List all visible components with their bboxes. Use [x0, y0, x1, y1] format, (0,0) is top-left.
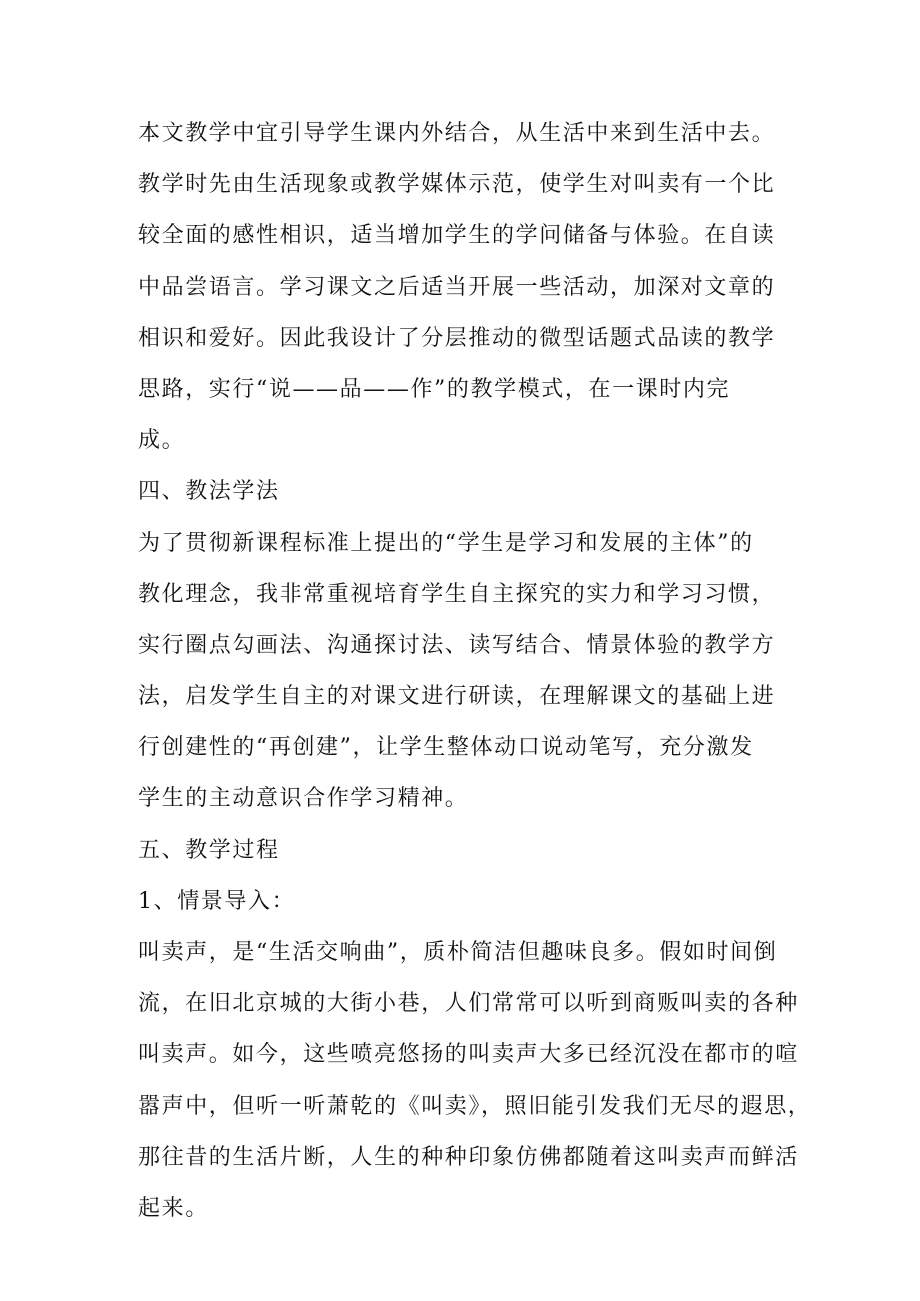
paragraph-line: 较全面的感性相识，适当增加学生的学问储备与体验。在自读 [138, 223, 776, 249]
paragraph-line: 嚣声中，但听一听萧乾的《叫卖》，照旧能引发我们无尽的遐思， [138, 1093, 812, 1119]
paragraph-line: 相识和爱好。因此我设计了分层推动的微型话题式品读的教学 [138, 325, 776, 351]
paragraph-line: 成。 [138, 428, 186, 454]
paragraph-line: 那往昔的生活片断，人生的种种印象仿佛都随着这叫卖声而鲜活 [138, 1144, 799, 1170]
subsection-heading: 1、情景导入： [138, 888, 296, 914]
paragraph-line: 法，启发学生自主的对课文进行研读，在理解课文的基础上进 [138, 684, 776, 710]
paragraph-line: 实行圈点勾画法、沟通探讨法、读写结合、情景体验的教学方 [138, 632, 776, 658]
paragraph-line: 叫卖声。如今，这些喷亮悠扬的叫卖声大多已经沉没在都市的喧 [138, 1042, 799, 1068]
paragraph-line: 本文教学中宜引导学生课内外结合，从生活中来到生活中去。 [138, 121, 776, 146]
paragraph-line: 行创建性的“再创建”，让学生整体动口说动笔写，充分激发 [138, 735, 754, 761]
paragraph-line: 教化理念，我非常重视培育学生自主探究的实力和学习习惯， [138, 581, 776, 607]
section-heading: 五、教学过程 [138, 837, 280, 863]
section-heading: 四、教法学法 [138, 479, 280, 505]
paragraph-line: 教学时先由生活现象或教学媒体示范，使学生对叫卖有一个比 [138, 172, 776, 198]
paragraph-line: 中品尝语言。学习课文之后适当开展一些活动，加深对文章的 [138, 274, 776, 300]
paragraph-line: 起来。 [138, 1195, 209, 1221]
paragraph-line: 流，在旧北京城的大街小巷，人们常常可以听到商贩叫卖的各种 [138, 991, 799, 1017]
paragraph-line: 叫卖声，是“生活交响曲”，质朴简洁但趣味良多。假如时间倒 [138, 940, 778, 965]
paragraph-line: 为了贯彻新课程标准上提出的“学生是学习和发展的主体”的 [138, 530, 754, 556]
paragraph-line: 学生的主动意识合作学习精神。 [138, 786, 469, 812]
document-body [138, 108, 812, 1234]
paragraph-line: 思路，实行“说——品——作”的教学模式，在一课时内完 [138, 376, 731, 402]
